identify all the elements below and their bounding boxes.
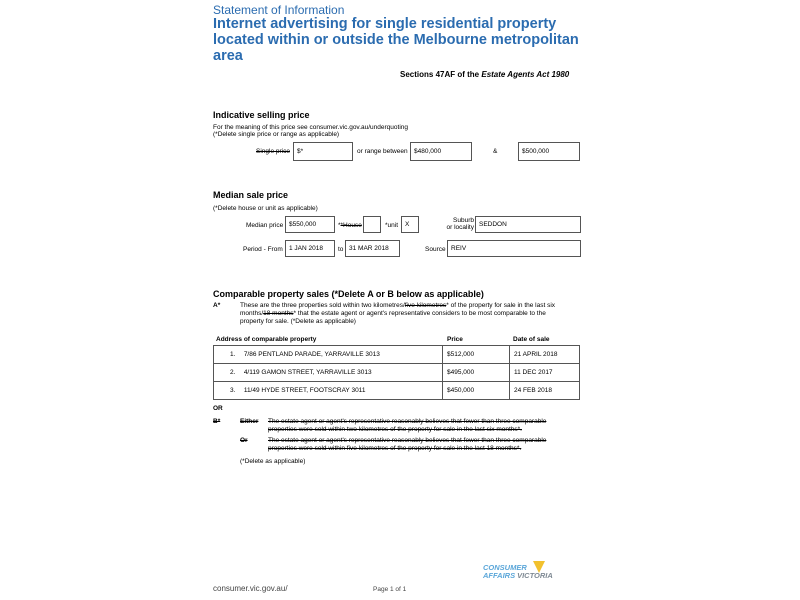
suburb-label: Suburb or locality [446, 217, 474, 231]
address-cell[interactable]: 2. 4/119 GAMON STREET, YARRAVILLE 3013 [214, 364, 443, 382]
page-number: Page 1 of 1 [373, 586, 407, 593]
indicative-note-delete: (*Delete single price or range as applicable) [213, 131, 340, 138]
range-label: or range between [357, 148, 408, 155]
table-row [214, 346, 580, 364]
sections-reference: Sections 47AF of the Estate Agents Act 1980 [400, 70, 570, 79]
single-price-field[interactable]: $* [293, 142, 353, 161]
address-cell[interactable]: 1. 7/86 PENTLAND PARADE, YARRAVILLE 3013 [214, 346, 443, 364]
unit-field[interactable]: X [401, 216, 419, 233]
option-b-or-label: Or [240, 437, 248, 444]
house-label: **House [338, 222, 362, 229]
price-cell[interactable]: $450,000 [443, 382, 510, 400]
source-label: Source [425, 246, 446, 253]
option-b-either-text: The estate agent or agent's representative reasonably believes that fewer than three comparable properties were sold within two kilometres of the property for sale in the last six months*. [268, 418, 547, 433]
date-cell[interactable]: 11 DEC 2017 [510, 364, 580, 382]
single-price-label: Single price [256, 148, 290, 155]
option-b-marker: B* [213, 418, 221, 425]
column-header-address: Address of comparable property [216, 336, 317, 343]
range-high-field[interactable]: $500,000 [518, 142, 580, 161]
period-from-field[interactable]: 1 JAN 2018 [285, 240, 335, 257]
comparable-heading: Comparable property sales (*Delete A or B below as applicable) [213, 289, 484, 299]
indicative-heading: Indicative selling price [213, 110, 310, 120]
date-cell[interactable]: 21 APRIL 2018 [510, 346, 580, 364]
price-cell[interactable]: $512,000 [443, 346, 510, 364]
period-to-label: to [338, 246, 344, 253]
table-row [214, 382, 580, 400]
consumer-affairs-victoria-logo: CONSUMER AFFAIRS VICTORIA [483, 561, 593, 591]
option-a-marker: A* [213, 302, 221, 309]
house-field[interactable] [363, 216, 381, 233]
table-row [214, 364, 580, 382]
comparable-sales-table [213, 345, 580, 400]
option-a-text: These are the three properties sold within two kilometres/five kilometres* of the property for sale in the last six months/18 months* that the estate agent or agent's representative considers to be most comparable to the property for sale. (*Delete as applicable) [240, 302, 556, 325]
or-label: OR [213, 405, 223, 412]
document-subtitle: Statement of Information [213, 3, 345, 17]
period-to-field[interactable]: 31 MAR 2018 [345, 240, 400, 257]
range-low-field[interactable]: $480,000 [410, 142, 472, 161]
address-cell[interactable]: 3. 11/49 HYDE STREET, FOOTSCRAY 3011 [214, 382, 443, 400]
date-cell[interactable]: 24 FEB 2018 [510, 382, 580, 400]
median-heading: Median sale price [213, 190, 289, 200]
footer-url[interactable]: consumer.vic.gov.au/ [213, 584, 288, 593]
price-cell[interactable]: $495,000 [443, 364, 510, 382]
column-header-date: Date of sale [513, 336, 550, 343]
indicative-note-meaning: For the meaning of this price see consumer.vic.gov.au/underquoting [213, 124, 408, 131]
option-b-either-label: Either [240, 418, 259, 425]
option-b-or-text: The estate agent or agent's representative reasonably believes that fewer than three comparable properties were sold within five kilometres of the property for sale in the last 18 months*. [268, 437, 547, 452]
column-header-price: Price [447, 336, 463, 343]
suburb-field[interactable]: SEDDON [475, 216, 581, 233]
source-field[interactable]: REIV [447, 240, 581, 257]
option-b-note: (*Delete as applicable) [240, 458, 306, 465]
document-title: Internet advertising for single residential property located within or outside the Melbourne metropolitan area [213, 16, 579, 64]
range-ampersand: & [493, 148, 498, 155]
median-price-label: Median price [246, 222, 284, 229]
period-from-label: Period - From [243, 246, 283, 253]
unit-label: *unit [385, 222, 399, 229]
median-note: (*Delete house or unit as applicable) [213, 205, 318, 212]
median-price-field[interactable]: $550,000 [285, 216, 335, 233]
